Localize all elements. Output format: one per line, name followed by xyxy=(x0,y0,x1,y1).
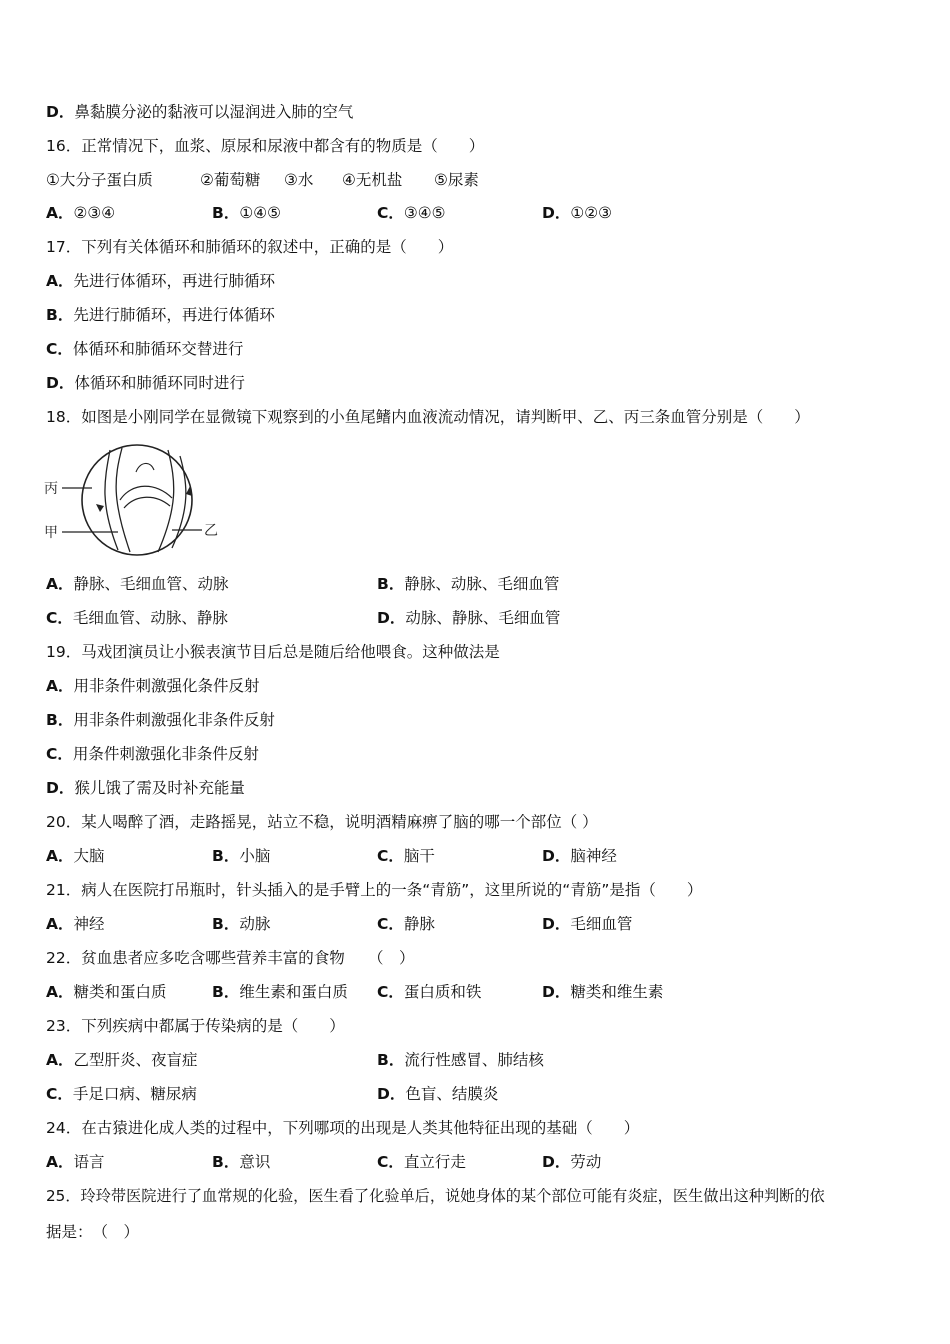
option-text: 糖类和维生素 xyxy=(570,983,664,1001)
option-label: B． xyxy=(212,915,240,933)
label-jia: 甲 xyxy=(44,525,58,541)
option-text: 用非条件刺激强化非条件反射 xyxy=(73,711,275,729)
option-label: D． xyxy=(542,915,571,933)
q24-option-c[interactable] xyxy=(377,1152,466,1172)
option-label: D． xyxy=(46,374,75,392)
label-bing: 丙 xyxy=(44,481,58,497)
option-text: 用条件刺激强化非条件反射 xyxy=(72,745,259,763)
q17-option-b[interactable] xyxy=(46,305,275,325)
option-label: A． xyxy=(46,677,74,695)
option-label: B． xyxy=(377,575,405,593)
option-label: A． xyxy=(46,204,74,222)
q22-option-c[interactable] xyxy=(377,982,481,1002)
q23-stem: 23．下列疾病中都属于传染病的是（ ） xyxy=(46,1017,345,1035)
option-label: C． xyxy=(46,745,73,763)
q21-stem: 21．病人在医院打吊瓶时，针头插入的是手臂上的一条“青筋”，这里所说的“青筋”是指（ ） xyxy=(46,881,703,899)
option-label: B． xyxy=(212,1153,240,1171)
option-label: C． xyxy=(377,847,404,865)
option-text: 鼻黏膜分泌的黏液可以湿润进入肺的空气 xyxy=(74,103,354,121)
q18-option-b[interactable] xyxy=(377,574,559,594)
option-text: 直立行走 xyxy=(403,1153,466,1171)
option-text: 手足口病、糖尿病 xyxy=(72,1085,197,1103)
label-yi: 乙 xyxy=(204,523,218,539)
option-label: C． xyxy=(377,983,404,1001)
q22-option-d[interactable] xyxy=(542,982,663,1002)
q23-option-c[interactable] xyxy=(46,1084,197,1104)
q17-option-c[interactable] xyxy=(46,339,243,359)
q16-option-a[interactable] xyxy=(46,203,115,223)
option-text: 先进行肺循环，再进行体循环 xyxy=(73,306,275,324)
flow-arrow-left xyxy=(96,504,104,512)
q25-stem-line1: 25．玲玲带医院进行了血常规的化验，医生看了化验单后，说她身体的某个部位可能有炎症，医生做出这种判断的依 xyxy=(46,1187,825,1205)
q16-item-3: ③水 xyxy=(284,171,314,189)
vessel-right-inner xyxy=(172,456,186,548)
q21-option-b[interactable] xyxy=(212,914,270,934)
option-label: C． xyxy=(46,340,73,358)
option-label: A． xyxy=(46,983,74,1001)
option-text: 体循环和肺循环交替进行 xyxy=(72,340,244,358)
fish-tail-blood-vessel-figure xyxy=(40,442,230,560)
option-text: 猴儿饿了需及时补充能量 xyxy=(74,779,245,797)
q18-option-a[interactable] xyxy=(46,574,229,594)
option-text: ②③④ xyxy=(73,204,116,222)
q17-stem: 17．下列有关体循环和肺循环的叙述中，正确的是（ ） xyxy=(46,238,454,256)
option-label: B． xyxy=(212,983,240,1001)
capillary-upper xyxy=(120,486,172,500)
option-label: D． xyxy=(46,779,75,797)
option-label: B． xyxy=(46,711,74,729)
q15-option-d xyxy=(46,102,353,122)
capillary-top-loop xyxy=(136,463,154,472)
q16-option-d[interactable] xyxy=(542,203,612,223)
q19-option-b[interactable] xyxy=(46,710,275,730)
q18-option-c[interactable] xyxy=(46,608,228,628)
q20-option-a[interactable] xyxy=(46,846,105,866)
q19-stem: 19．马戏团演员让小猴表演节目后总是随后给他喂食。这种做法是 xyxy=(46,643,500,661)
q18-stem: 18．如图是小刚同学在显微镜下观察到的小鱼尾鳍内血液流动情况，请判断甲、乙、丙三条血管分别是（ ） xyxy=(46,408,810,426)
q21-option-d[interactable] xyxy=(542,914,632,934)
q21-option-a[interactable] xyxy=(46,914,105,934)
q24-option-d[interactable] xyxy=(542,1152,601,1172)
option-text: 静脉、毛细血管、动脉 xyxy=(73,575,229,593)
option-label: D． xyxy=(542,983,571,1001)
option-text: ①②③ xyxy=(570,204,613,222)
vessel-right-outer xyxy=(158,450,174,552)
capillary-lower xyxy=(124,497,170,508)
option-label: A． xyxy=(46,1153,74,1171)
option-text: 先进行体循环，再进行肺循环 xyxy=(73,272,276,290)
q21-option-c[interactable] xyxy=(377,914,435,934)
option-label: A． xyxy=(46,847,74,865)
option-text: 语言 xyxy=(73,1153,105,1171)
q20-option-c[interactable] xyxy=(377,846,435,866)
option-label: C． xyxy=(377,204,404,222)
option-text: 静脉、动脉、毛细血管 xyxy=(404,575,560,593)
q18-option-d[interactable] xyxy=(377,608,560,628)
option-text: 乙型肝炎、夜盲症 xyxy=(73,1051,198,1069)
q24-stem: 24．在古猿进化成人类的过程中，下列哪项的出现是人类其他特征出现的基础（ ） xyxy=(46,1119,640,1137)
option-label: A． xyxy=(46,575,74,593)
option-label: D． xyxy=(542,204,571,222)
option-label: B． xyxy=(212,204,240,222)
q19-option-c[interactable] xyxy=(46,744,259,764)
option-label: D． xyxy=(377,1085,406,1103)
q25-stem-line2: 据是： （ ） xyxy=(46,1223,140,1241)
option-label: C． xyxy=(46,609,73,627)
option-text: 糖类和蛋白质 xyxy=(73,983,167,1001)
q16-item-2: ②葡萄糖 xyxy=(200,171,261,189)
q19-option-d[interactable] xyxy=(46,778,245,798)
option-label: D． xyxy=(46,103,75,121)
q16-stem: 16．正常情况下，血浆、原尿和尿液中都含有的物质是（ ） xyxy=(46,137,485,155)
option-label: D． xyxy=(377,609,406,627)
q16-item-4: ④无机盐 xyxy=(342,171,403,189)
option-label: A． xyxy=(46,915,74,933)
option-text: 毛细血管、动脉、静脉 xyxy=(72,609,228,627)
q17-option-d[interactable] xyxy=(46,373,245,393)
option-label: B． xyxy=(212,847,240,865)
option-text: 毛细血管 xyxy=(570,915,633,933)
option-label: C． xyxy=(46,1085,73,1103)
q16-option-b[interactable] xyxy=(212,203,281,223)
option-text: 蛋白质和铁 xyxy=(403,983,482,1001)
option-label: D． xyxy=(542,1153,571,1171)
q24-option-a[interactable] xyxy=(46,1152,105,1172)
option-text: 神经 xyxy=(73,915,105,933)
option-text: 大脑 xyxy=(73,847,105,865)
q20-option-d[interactable] xyxy=(542,846,617,866)
option-text: 动脉 xyxy=(239,915,271,933)
q22-stem: 22．贫血患者应多吃含哪些营养丰富的食物 （ ） xyxy=(46,949,415,967)
option-label: D． xyxy=(542,847,571,865)
q22-option-b[interactable] xyxy=(212,982,348,1002)
vessel-left-inner xyxy=(116,448,130,552)
vessel-left-outer xyxy=(105,450,118,550)
option-text: 脑神经 xyxy=(570,847,617,865)
option-text: 色盲、结膜炎 xyxy=(405,1085,499,1103)
q23-option-d[interactable] xyxy=(377,1084,498,1104)
option-text: 静脉 xyxy=(403,915,435,933)
option-text: 体循环和肺循环同时进行 xyxy=(74,374,245,392)
option-label: B． xyxy=(46,306,74,324)
option-text: 流行性感冒、肺结核 xyxy=(404,1051,544,1069)
option-text: 用非条件刺激强化条件反射 xyxy=(73,677,260,695)
option-text: 维生素和蛋白质 xyxy=(239,983,348,1001)
q22-option-a[interactable] xyxy=(46,982,167,1002)
q17-option-a[interactable] xyxy=(46,271,275,291)
q23-option-b[interactable] xyxy=(377,1050,544,1070)
option-text: 劳动 xyxy=(570,1153,602,1171)
option-label: A． xyxy=(46,272,74,290)
option-text: 小脑 xyxy=(239,847,271,865)
option-label: A． xyxy=(46,1051,74,1069)
q23-option-a[interactable] xyxy=(46,1050,198,1070)
q16-item-5: ⑤尿素 xyxy=(434,171,479,189)
option-text: 脑干 xyxy=(403,847,435,865)
option-text: ③④⑤ xyxy=(403,204,446,222)
option-label: C． xyxy=(377,1153,404,1171)
option-text: 动脉、静脉、毛细血管 xyxy=(405,609,561,627)
q16-item-1: ①大分子蛋白质 xyxy=(46,171,153,189)
q20-option-b[interactable] xyxy=(212,846,270,866)
q19-option-a[interactable] xyxy=(46,676,260,696)
option-text: ①④⑤ xyxy=(239,204,282,222)
q16-option-c[interactable] xyxy=(377,203,446,223)
q20-stem: 20．某人喝醉了酒，走路摇晃，站立不稳，说明酒精麻痹了脑的哪一个部位（ ） xyxy=(46,813,598,831)
q24-option-b[interactable] xyxy=(212,1152,270,1172)
option-text: 意识 xyxy=(239,1153,271,1171)
option-label: C． xyxy=(377,915,404,933)
option-label: B． xyxy=(377,1051,405,1069)
